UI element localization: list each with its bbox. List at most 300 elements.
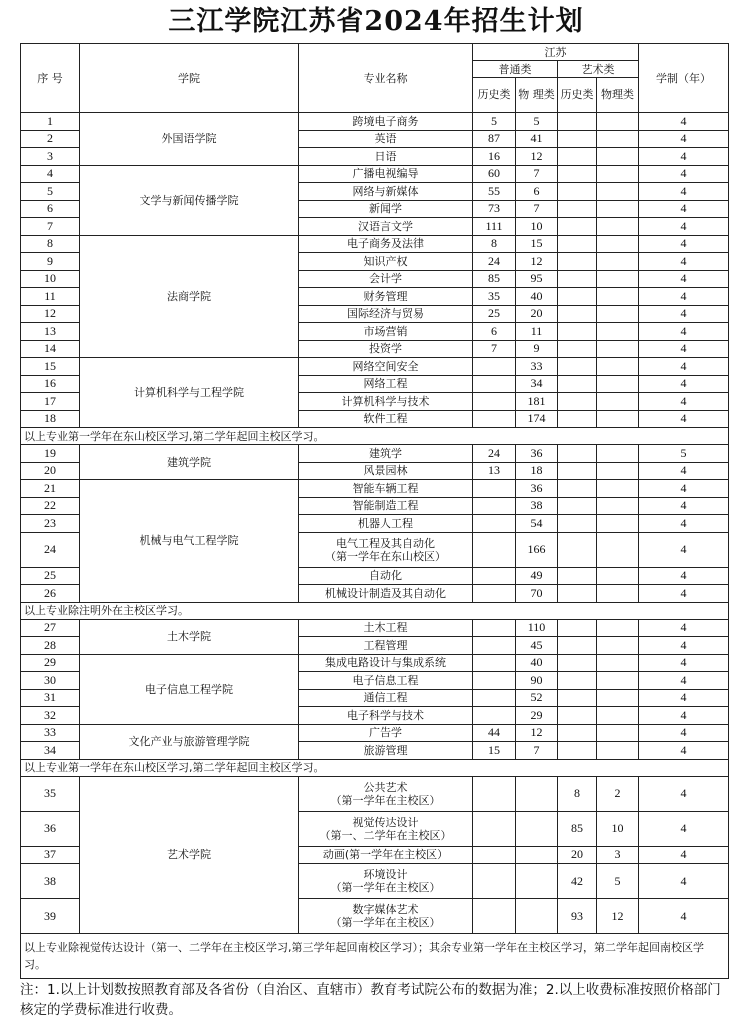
general-history-cell: 13 [473, 462, 516, 480]
art-history-cell [558, 130, 597, 148]
art-history-cell [558, 270, 597, 288]
art-history-cell [558, 200, 597, 218]
general-history-cell: 55 [473, 183, 516, 201]
general-history-cell [473, 375, 516, 393]
general-history-cell [473, 776, 516, 811]
seq-cell: 35 [21, 776, 80, 811]
major-name: 集成电路设计与集成系统 [325, 656, 446, 670]
art-physics-cell [597, 305, 639, 323]
art-physics-cell [597, 497, 639, 515]
general-physics-cell: 70 [516, 585, 558, 603]
major-name: 机械设计制造及其自动化 [325, 586, 446, 600]
seq-cell: 36 [21, 811, 80, 846]
art-history-cell [558, 462, 597, 480]
major-name: 土木工程 [363, 621, 408, 635]
seq-cell: 8 [21, 235, 80, 253]
major-name: 英语 [374, 132, 397, 146]
duration-cell: 4 [639, 567, 729, 585]
major-name: 风景园林 [363, 464, 408, 478]
duration-cell: 4 [639, 585, 729, 603]
general-physics-cell: 7 [516, 200, 558, 218]
major-cell [299, 899, 473, 934]
seq-cell: 39 [21, 899, 80, 934]
general-history-cell: 8 [473, 235, 516, 253]
general-history-cell [473, 480, 516, 498]
major-name: 机器人工程 [358, 516, 413, 530]
major-cell [299, 305, 473, 323]
major-cell [299, 585, 473, 603]
major-name: 视觉传达设计 [352, 815, 419, 829]
college-cell: 文学与新闻传播学院 [80, 165, 299, 235]
art-history-cell [558, 654, 597, 672]
general-history-cell: 60 [473, 165, 516, 183]
major-name: 新闻学 [369, 202, 402, 216]
major-cell [299, 288, 473, 306]
major-cell [299, 445, 473, 463]
major-cell [299, 567, 473, 585]
duration-cell: 4 [639, 253, 729, 271]
campus-note-row [21, 428, 729, 445]
table-row [21, 113, 729, 131]
duration-cell: 4 [639, 393, 729, 411]
table-row [21, 445, 729, 463]
general-physics-cell [516, 811, 558, 846]
duration-cell: 4 [639, 165, 729, 183]
major-name: 网络与新媒体 [352, 184, 419, 198]
general-history-cell: 6 [473, 323, 516, 341]
art-history-cell [558, 235, 597, 253]
general-physics-cell [516, 899, 558, 934]
general-physics-cell: 12 [516, 148, 558, 166]
art-history-cell [558, 253, 597, 271]
header-art-physics: 物理类 [597, 78, 639, 113]
table-row [21, 619, 729, 637]
general-history-cell [473, 654, 516, 672]
duration-cell: 4 [639, 358, 729, 376]
general-history-cell [473, 811, 516, 846]
seq-cell: 34 [21, 742, 80, 760]
major-cell [299, 323, 473, 341]
footer-note: 注：1.以上计划数按照教育部及各省份（自治区、直辖市）教育考试院公布的数据为准；2.以上收费标准按照价格部门核定的学费标准进行收费。 [20, 982, 721, 1018]
art-physics-cell [597, 742, 639, 760]
duration-cell: 4 [639, 724, 729, 742]
major-cell [299, 113, 473, 131]
art-history-cell [558, 480, 597, 498]
art-history-cell [558, 619, 597, 637]
general-physics-cell: 40 [516, 288, 558, 306]
major-cell [299, 200, 473, 218]
header-seq: 序 号 [21, 44, 80, 113]
seq-cell: 11 [21, 288, 80, 306]
seq-cell: 28 [21, 637, 80, 655]
art-physics-cell [597, 148, 639, 166]
art-physics-cell [597, 113, 639, 131]
page-title: 三江学院江苏省2024年招生计划 [168, 6, 584, 37]
general-history-cell: 87 [473, 130, 516, 148]
major-cell [299, 375, 473, 393]
seq-cell: 32 [21, 707, 80, 725]
general-history-cell [473, 864, 516, 899]
major-cell [299, 672, 473, 690]
general-physics-cell: 36 [516, 480, 558, 498]
general-physics-cell: 181 [516, 393, 558, 411]
duration-cell: 4 [639, 218, 729, 236]
seq-cell: 18 [21, 410, 80, 428]
duration-cell: 4 [639, 340, 729, 358]
art-physics-cell: 3 [597, 846, 639, 864]
duration-cell: 4 [639, 619, 729, 637]
art-history-cell [558, 393, 597, 411]
art-history-cell: 8 [558, 776, 597, 811]
art-physics-cell [597, 462, 639, 480]
art-history-cell: 93 [558, 899, 597, 934]
college-cell: 法商学院 [80, 235, 299, 358]
art-physics-cell [597, 375, 639, 393]
major-name: 电子科学与技术 [347, 708, 424, 722]
major-name: 广播电视编导 [352, 167, 419, 181]
major-campus-note: （第一学年在东山校区） [325, 549, 446, 563]
art-history-cell [558, 742, 597, 760]
major-cell [299, 270, 473, 288]
general-history-cell: 25 [473, 305, 516, 323]
campus-note-row [21, 602, 729, 619]
college-cell: 电子信息工程学院 [80, 654, 299, 724]
duration-cell: 4 [639, 462, 729, 480]
seq-cell: 1 [21, 113, 80, 131]
seq-cell: 2 [21, 130, 80, 148]
major-name: 财务管理 [363, 289, 408, 303]
art-history-cell: 85 [558, 811, 597, 846]
general-history-cell [473, 585, 516, 603]
general-history-cell [473, 707, 516, 725]
seq-cell: 20 [21, 462, 80, 480]
general-history-cell [473, 358, 516, 376]
duration-cell: 4 [639, 148, 729, 166]
art-physics-cell [597, 689, 639, 707]
general-history-cell [473, 410, 516, 428]
seq-cell: 14 [21, 340, 80, 358]
seq-cell: 24 [21, 532, 80, 567]
general-physics-cell: 166 [516, 532, 558, 567]
duration-cell: 4 [639, 497, 729, 515]
major-name: 广告学 [369, 726, 402, 740]
major-name: 网络空间安全 [352, 359, 419, 373]
art-history-cell [558, 585, 597, 603]
general-history-cell: 85 [473, 270, 516, 288]
major-name: 会计学 [369, 272, 402, 286]
major-cell [299, 393, 473, 411]
art-history-cell [558, 305, 597, 323]
major-name: 数字媒体艺术 [352, 903, 419, 916]
major-cell [299, 130, 473, 148]
seq-cell: 10 [21, 270, 80, 288]
general-history-cell [473, 393, 516, 411]
general-physics-cell: 15 [516, 235, 558, 253]
major-cell [299, 148, 473, 166]
major-name: 汉语言文学 [358, 219, 413, 233]
seq-cell: 7 [21, 218, 80, 236]
art-history-cell [558, 375, 597, 393]
art-physics-cell: 10 [597, 811, 639, 846]
seq-cell: 12 [21, 305, 80, 323]
art-history-cell [558, 340, 597, 358]
general-physics-cell: 95 [516, 270, 558, 288]
general-physics-cell: 38 [516, 497, 558, 515]
general-history-cell [473, 672, 516, 690]
art-history-cell [558, 497, 597, 515]
art-physics-cell [597, 637, 639, 655]
table-row [21, 776, 729, 811]
general-history-cell [473, 497, 516, 515]
art-history-cell: 20 [558, 846, 597, 864]
general-history-cell: 44 [473, 724, 516, 742]
art-history-cell [558, 165, 597, 183]
art-physics-cell [597, 393, 639, 411]
college-cell: 外国语学院 [80, 113, 299, 166]
general-history-cell: 35 [473, 288, 516, 306]
general-physics-cell: 36 [516, 445, 558, 463]
duration-cell: 4 [639, 323, 729, 341]
major-cell [299, 340, 473, 358]
general-history-cell: 24 [473, 445, 516, 463]
duration-cell: 4 [639, 707, 729, 725]
art-history-cell [558, 707, 597, 725]
header-general: 普通类 [473, 61, 558, 78]
seq-cell: 9 [21, 253, 80, 271]
major-cell [299, 183, 473, 201]
general-history-cell: 15 [473, 742, 516, 760]
general-history-cell [473, 689, 516, 707]
major-cell [299, 724, 473, 742]
general-history-cell: 7 [473, 340, 516, 358]
general-history-cell [473, 515, 516, 533]
table-row [21, 724, 729, 742]
seq-cell: 15 [21, 358, 80, 376]
general-physics-cell: 7 [516, 742, 558, 760]
major-cell [299, 358, 473, 376]
major-name: 日语 [374, 149, 397, 163]
duration-cell: 4 [639, 515, 729, 533]
major-name: 建筑学 [369, 446, 402, 460]
general-physics-cell [516, 846, 558, 864]
duration-cell: 4 [639, 846, 729, 864]
art-physics-cell: 5 [597, 864, 639, 899]
table-row [21, 165, 729, 183]
general-physics-cell: 33 [516, 358, 558, 376]
art-physics-cell [597, 585, 639, 603]
major-name: 自动化 [369, 569, 402, 583]
major-name: 公共艺术 [363, 780, 408, 794]
major-cell [299, 707, 473, 725]
art-physics-cell [597, 480, 639, 498]
major-name: 计算机科学与技术 [341, 394, 430, 408]
major-name: 工程管理 [363, 638, 408, 652]
major-name: 电子信息工程 [352, 673, 419, 687]
general-physics-cell: 45 [516, 637, 558, 655]
general-history-cell [473, 846, 516, 864]
art-history-cell: 42 [558, 864, 597, 899]
major-cell [299, 742, 473, 760]
college-cell: 建筑学院 [80, 445, 299, 480]
major-name: 知识产权 [363, 254, 408, 268]
art-physics-cell [597, 358, 639, 376]
general-history-cell [473, 899, 516, 934]
major-name: 智能制造工程 [352, 499, 419, 513]
art-history-cell [558, 445, 597, 463]
general-physics-cell: 174 [516, 410, 558, 428]
general-physics-cell: 90 [516, 672, 558, 690]
general-history-cell: 111 [473, 218, 516, 236]
art-physics-cell: 12 [597, 899, 639, 934]
table-row [21, 654, 729, 672]
art-physics-cell [597, 200, 639, 218]
general-physics-cell: 41 [516, 130, 558, 148]
major-cell [299, 776, 473, 811]
general-history-cell [473, 619, 516, 637]
general-history-cell: 16 [473, 148, 516, 166]
general-physics-cell: 52 [516, 689, 558, 707]
seq-cell: 38 [21, 864, 80, 899]
header-college: 学院 [80, 44, 299, 113]
duration-cell: 5 [639, 445, 729, 463]
art-physics-cell [597, 619, 639, 637]
major-name: 投资学 [369, 342, 402, 356]
art-history-cell [558, 323, 597, 341]
major-cell [299, 637, 473, 655]
seq-cell: 19 [21, 445, 80, 463]
college-cell: 计算机科学与工程学院 [80, 358, 299, 428]
header-major: 专业名称 [299, 44, 473, 113]
seq-cell: 3 [21, 148, 80, 166]
major-name: 通信工程 [363, 691, 408, 705]
duration-cell: 4 [639, 183, 729, 201]
campus-note: 以上专业第一学年在东山校区学习,第二学年起回主校区学习。 [21, 759, 729, 776]
seq-cell: 30 [21, 672, 80, 690]
header-general-history: 历史类 [473, 78, 516, 113]
art-physics-cell [597, 323, 639, 341]
general-history-cell: 24 [473, 253, 516, 271]
art-history-cell [558, 515, 597, 533]
seq-cell: 22 [21, 497, 80, 515]
general-physics-cell: 6 [516, 183, 558, 201]
duration-cell: 4 [639, 270, 729, 288]
general-physics-cell: 12 [516, 253, 558, 271]
art-physics-cell [597, 410, 639, 428]
duration-cell: 4 [639, 375, 729, 393]
enrollment-plan-table [20, 43, 729, 979]
duration-cell: 4 [639, 742, 729, 760]
art-history-cell [558, 288, 597, 306]
duration-cell: 4 [639, 776, 729, 811]
art-physics-cell [597, 707, 639, 725]
major-campus-note: （第一学年在主校区） [330, 916, 441, 929]
major-campus-note: （第一学年在主校区） [330, 793, 441, 807]
art-physics-cell [597, 445, 639, 463]
general-history-cell [473, 532, 516, 567]
general-physics-cell: 5 [516, 113, 558, 131]
general-physics-cell [516, 864, 558, 899]
duration-cell: 4 [639, 288, 729, 306]
general-physics-cell: 10 [516, 218, 558, 236]
major-cell [299, 654, 473, 672]
duration-cell: 4 [639, 480, 729, 498]
general-physics-cell [516, 776, 558, 811]
art-physics-cell [597, 288, 639, 306]
art-history-cell [558, 148, 597, 166]
table-row [21, 235, 729, 253]
seq-cell: 37 [21, 846, 80, 864]
seq-cell: 13 [21, 323, 80, 341]
general-physics-cell: 9 [516, 340, 558, 358]
college-cell: 文化产业与旅游管理学院 [80, 724, 299, 759]
seq-cell: 23 [21, 515, 80, 533]
art-physics-cell [597, 253, 639, 271]
seq-cell: 6 [21, 200, 80, 218]
header-duration: 学制（年） [639, 44, 729, 113]
major-name: 跨境电子商务 [352, 114, 419, 128]
table-row [21, 480, 729, 498]
seq-cell: 21 [21, 480, 80, 498]
major-name: 智能车辆工程 [352, 481, 419, 495]
major-cell [299, 515, 473, 533]
art-physics-cell [597, 672, 639, 690]
art-physics-cell [597, 340, 639, 358]
major-cell [299, 480, 473, 498]
major-campus-note: （第一学年在主校区） [330, 881, 441, 894]
duration-cell: 4 [639, 672, 729, 690]
duration-cell: 4 [639, 532, 729, 567]
seq-cell: 26 [21, 585, 80, 603]
major-name: 旅游管理 [363, 743, 408, 757]
major-name: 网络工程 [363, 377, 408, 391]
campus-note-row [21, 934, 729, 979]
major-cell [299, 497, 473, 515]
major-name: 软件工程 [363, 412, 408, 426]
campus-note-row [21, 759, 729, 776]
major-cell [299, 864, 473, 899]
college-cell: 艺术学院 [80, 776, 299, 934]
duration-cell: 4 [639, 113, 729, 131]
general-history-cell: 5 [473, 113, 516, 131]
duration-cell: 4 [639, 200, 729, 218]
art-physics-cell [597, 218, 639, 236]
major-campus-note: （第一、二学年在主校区） [319, 828, 452, 842]
header-province: 江苏 [473, 44, 639, 61]
general-physics-cell: 29 [516, 707, 558, 725]
art-physics-cell [597, 515, 639, 533]
major-cell [299, 253, 473, 271]
duration-cell: 4 [639, 410, 729, 428]
major-cell [299, 532, 473, 567]
general-physics-cell: 40 [516, 654, 558, 672]
art-physics-cell [597, 270, 639, 288]
art-history-cell [558, 218, 597, 236]
art-history-cell [558, 724, 597, 742]
header-art: 艺术类 [558, 61, 639, 78]
seq-cell: 4 [21, 165, 80, 183]
art-history-cell [558, 358, 597, 376]
art-physics-cell: 2 [597, 776, 639, 811]
art-physics-cell [597, 235, 639, 253]
major-name: 电气工程及其自动化 [336, 536, 435, 550]
general-physics-cell: 18 [516, 462, 558, 480]
major-name: 电子商务及法律 [347, 237, 424, 251]
major-cell [299, 811, 473, 846]
art-history-cell [558, 567, 597, 585]
header-general-physics: 物 理类 [516, 78, 558, 113]
general-physics-cell: 54 [516, 515, 558, 533]
seq-cell: 27 [21, 619, 80, 637]
